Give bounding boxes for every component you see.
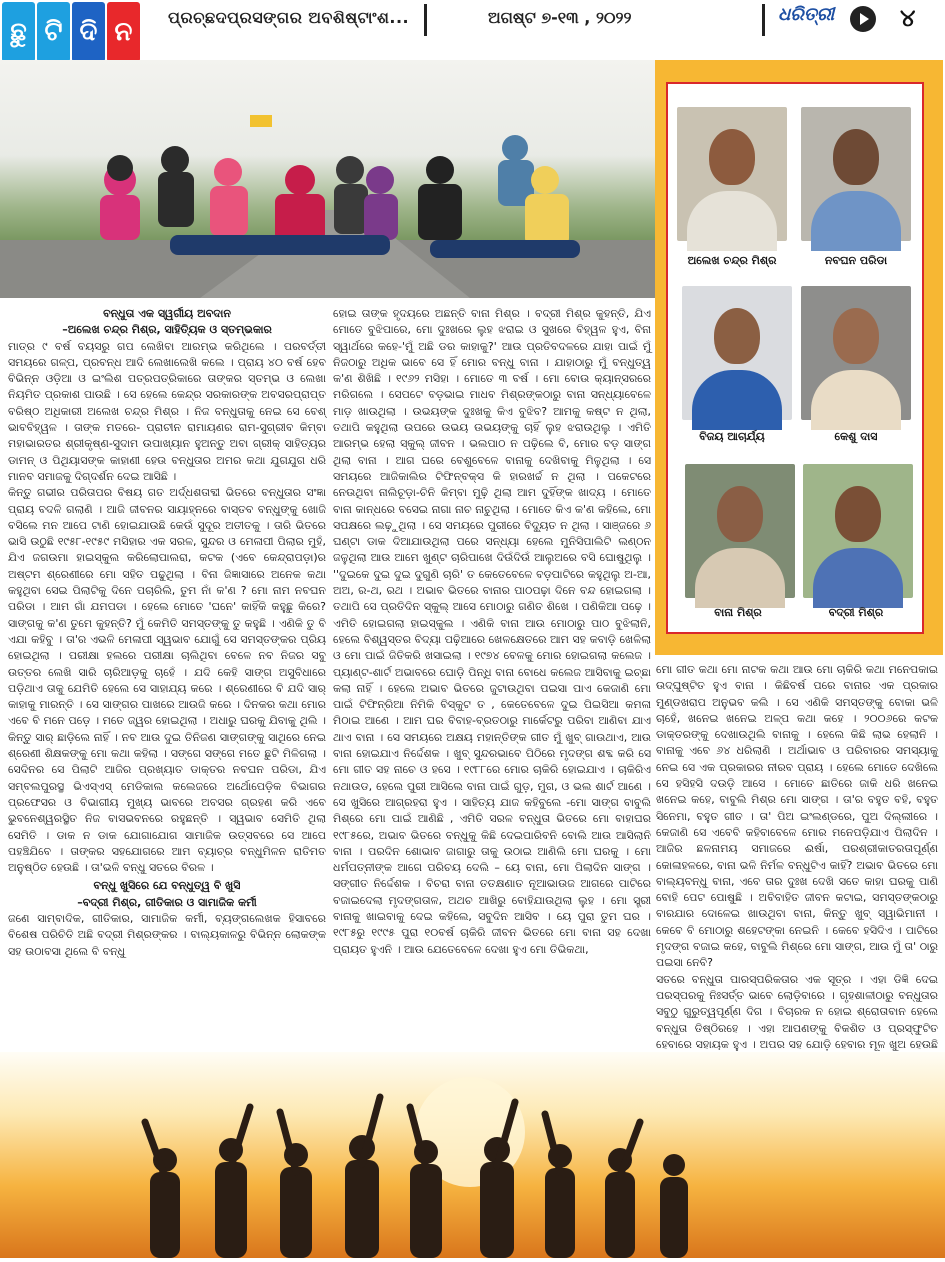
- portrait-caption: ବାନା ମିଶ୍ର: [714, 606, 762, 619]
- article-body: ହୋଇ ତାଙ୍କ ହୃଦୟରେ ଅଛନ୍ତି ବାନା ମିଶ୍ର । ବଦ୍ରୀ ମିଶ୍ର କୁହନ୍ତି, ଯିଏ ମୋତେ ବୁଝିପାରେ, ମୋ ଦୁଃଖରେ ଲୁହ ଝରାଇ ଓ ସୁଖରେ ବିହ୍ୱଳ ହୁଏ, ବିନା ସ୍ୱାର୍ଥରେ କହେ-'ମୁଁ ଅଛି ଡର କାହାକୁ?' ଆଉ ପ୍ରତିବଦଳରେ ଯାହା ପାଇଁ ମୁଁ ନିଜଠାରୁ ଅଧିକ ଭାବେ ସେ ହିଁ ମୋର ବନ୍ଧୁ ବାନା । ଯାହାଠାରୁ ମୁଁ ବନ୍ଧୁତ୍ୱ କ'ଣ ଶିଖିଛି । ୧୯୬୨ ମସିହା । ମୋତେ ୩ ବର୍ଷ । ମୋ ବୋଉ କ୍ୟାନ୍ସରରେ ମରିଗଲେ । ସେପଟେ ବଡ଼ଭାଇ ମାଧବ ମିଶ୍ରଙ୍କଠାରୁ ବାନା ସନ୍ଧ୍ୟାବେଳେ ମାଡ଼ ଖାଉଥିଲା । ଉଭୟଙ୍କ ଦୁଃଖକୁ କିଏ ବୁଝିବ? ଆମକୁ କଷ୍ଟ ନ ଥିଲା, ତଥାପି କହୁଥିଲା ଉପରେ ଉଭୟ ଉଭୟଙ୍କୁ ଚାହିଁ ଲୁହ ଝରାଉଥିଲୁ । ଏମିତି ଆରମ୍ଭ ହେଲା ସ୍କୁଲ୍ ଜୀବନ । ଭଲପାଠ ନ ପଢ଼ିଲେ ବି, ମୋର ବଡ଼ ସାଙ୍ଗ ଥିଲା ବାନା । ଆଗ ଘରେ ବେଶୁବେଳେ ବାନାକୁ ଦେଖିବାକୁ ମିଳୁଥିଲା । ସେ ସମୟରେ ଆଜିକାଲିର ଟିଫିନ୍‌ବକ୍ସ କି ହାରଖର୍ଚ୍ଚ ନ ଥିଲା । ପକେଟରେ ନେଉଥିବା ନାଲିଚୂଡ଼ା-ଚିନି କିମ୍ବା ମୁଢ଼ି ଥିଲା ଆମ ଦୁହିଁଙ୍କ ଖାଦ୍ୟ । ମୋତେ ବାନା କାନ୍ଧରେ ବସେଇ ନାଗା ନାଚ ନାଚୁଥିଲା । ମୋତେ କିଏ କ'ଣ କହିଲେ, ମୋ ସପକ୍ଷରେ ଲଢ଼ୁଥିଲା । ସେ ସମୟରେ ପୁରୀରେ ବିଦ୍ୟୁତ ନ ଥିଲା । ସାଞ୍ଜରେ ୬ ଘଣ୍ଟା ଡାକ ଦିଆଯାଉଥିଲା ପରେ ସନ୍ଧ୍ୟା ହେଲେ ମୁନିସିପାଲିଟି ଲଣ୍ଠନ ଜଳୁଥିଲା ଆଉ ଆମେ ଖୁଣ୍ଟ ଚାରିପାଖେ ଦିଉଁଦିଉଁ ଆଲୁଅରେ ବସି ଘୋଷୁଥିଲୁ । ''ଦୁଇକେ ଦୁଇ ଦୁଇ ଦୁଗୁଣି ଚାରି' ତ କେତେବେଳେ ବଡ଼ପାଟିରେ କହୁଥିଲୁ ଅ-ଆ, ଅଅ, ର-ଥ, ରଥ । ଅଭାବ ଭିତରେ ବାନାର ପାଠପଢ଼ା ଦିନେ ବନ୍ଦ ହୋଇଗଲା । ତଥାପି ସେ ପ୍ରତିଦିନ ସ୍କୁଲ୍ ଆସେ ମୋଠାରୁ ଗଣିତ ଶିଖେ । ପଣିକିଆ ପଢ଼େ । ଏମିତି ହୋଇଗଲା ହାଇସ୍କୁଲ । ଏଣିକି ବାନା ଆଉ ମୋଠାରୁ ପାଠ ବୁଝିଲାନି, ହେଲେ ବିଶ୍ୱସ୍ତର ବିଦ୍ୟା ପଢ଼ିଆରେ ଖେଳକ୍ଷେତରେ ଆମ ସହ କବାଡ଼ି ଖେଳିଲା ଓ ମୋ ପାଇଁ ଜିତିକରି ଖସାଇଲା । ୧୯୭୪ ବେଳକୁ ମୋର ହୋଇଗଲା କଲେଜ । ପ୍ୟାଣ୍ଟ-ଶାର୍ଟ ଅଭାବରେ ଘୋଡ଼ି ପିନ୍ଧି ବାନା ବୋଧେ କଲେଜ ଆସିବାକୁ ଇଚ୍ଛା କଲା ନାହିଁ । ହେଲେ ଅଭାବ ଭିତରେ ଜୁଟାଉଥିବା ପଇସା ପାଏ କେଜାଣି ମୋ ପାଇଁ ଟିଫିନ୍‌ରିଆ ନିମିକି ବିସ୍କୁଟ ତ , କେତେବେଳେ ଦୁଇ ପିଇସିଆ କମଳା ମିଠାଇ ଆଣେ । ଆମ ଘର ବିବାହ-ବ୍ରତଠାରୁ ମାର୍କେଟରୁ ପରିବା ଆଣିବା ଯାଏ ଥାଏ ବାନା । ସେ ସମୟରେ ଅକ୍ଷୟ ମହାନ୍ତିଙ୍କ ଗୀତ ମୁଁ ଖୁବ୍ ଗାଉଥାଏ, ଆଉ ବାନା ହୋଇଯାଏ ନିର୍ଦ୍ଦେଶକ । ଖୁବ୍ ସୁନ୍ଦରଭାବେ ପିଠିରେ ମୃଦଙ୍ଗ ଶବ୍ଦ କରି ସେ ମୋ ଗୀତ ସହ ନାଚେ ଓ ହସେ । ୧୯୮୮ରେ ମୋର ଚାକିରି ହୋଇଯାଏ । ଚାକିରିଏ ନଥାଉଡ, ହେଲେ ପୁରୀ ଆସିଲେ ବାନା ପାଇଁ ଗୁଡ଼, ମୁଗ, ଓ ଭଲ ଶାର୍ଟ ଆଣେ । ସେ ଖୁସିରେ ଆଗ୍ରହରା ହୁଏ । ସାହିତ୍ୟ ଯାଜ କହିବୁଲେ -ମୋ ସାଙ୍ଗ ବାବୁଲି ମିଶ୍ରେ ମୋ ପାଇଁ ଆଣିଛି , ଏମିତି ସରଳ ବନ୍ଧୁତା ଭିତରେ ମୋ ବାହାଘର ୧୯୮୫ରେ, ଅଭାବ ଭିତରେ ବନ୍ଧୁକୁ କିଛି ଦେଇପାରିବନି ବୋଲି ଆଉ ଆସିଲାନି ବାନା । ପରଦିନ ଶୋଭାବ ଜାଗାରୁ ତାକୁ ଉଠାଇ ଆଣିଲି ମୋ ଘରକୁ । ମୋ ଧର୍ମପତ୍ନୀଙ୍କ ଆଗେ ପରିଚୟ ଦେଲି – ୟେ ବାନା, ମୋ ପିଲାଦିନ ସାଙ୍ଗ । ସଙ୍ଗୀତ ନିର୍ଦ୍ଦେଶକ । ବିଚରା ବାନା ତତକ୍ଷଣାତ ନୂଆଭାଉଜ ଆଗରେ ପାଟିରେ ବଜାଇଦେଲା ମୃଦଙ୍ଗତାଳ, ଅଥଚ ଆଖିରୁ ବୋହିଯାଉଥିଲା ଲୁହ । ମୋ ସ୍ତ୍ରୀ ବାନାକୁ ଖାଇବାକୁ ଦେଇ କହିଲେ, ସବୁଦିନ ଆସିବ । ୟେ ପୁରା ତୁମ ଘର । ୧୯୮୫ରୁ ୧୯୯୫ ପୁରା ୧୦ବର୍ଷ ଚାକିରି ଜୀବନ ଭିତରେ ମୋ ବାନା ସହ ଦେଖା ପ୍ରାୟତ ହୁଏନି । ଆଉ ଯେତେବେଳେ ଦେଖା ହୁଏ ମୋ ତିଭିକଥା,: [333, 307, 651, 956]
- portrait-caption: ନବଘନ ପରିଡା: [824, 254, 888, 267]
- portrait-photo: [801, 107, 911, 241]
- play-icon: [850, 6, 876, 32]
- sunset-silhouette-photo: [0, 1052, 945, 1258]
- article-heading: ବନ୍ଧୁ ଖୁସିରେ ଯେ ବନ୍ଧୁତ୍ୱ ବି ଖୁସି: [93, 879, 241, 893]
- article-body: ମାତ୍ର ୯ ବର୍ଷ ବୟସରୁ ଗପ ଲେଖିବା ଆରମ୍ଭ କରିଥିଲେ । ପରବର୍ତ୍ତୀ ସମୟରେ ଗଳ୍ପ, ପ୍ରବନ୍ଧ ଆଦି ଲେଖାଲେଖି କଲେ । ପ୍ରାୟ ୪୦ ବର୍ଷ ହେବ ବିଭିନ୍ନ ଓଡ଼ିଆ ଓ ଇଂଲିଶ ପତ୍ରପତ୍ରିକାରେ ତାଙ୍କର ସ୍ତମ୍ଭ ଓ ଲେଖା ନିୟମିତ ପ୍ରକାଶ ପାଉଛି । ସେ ହେଲେ କେନ୍ଦ୍ର ସରକାରଙ୍କ ଅବସରପ୍ରାପ୍ତ ବରିଷ୍ଠ ଅଧିକାରୀ ଅଲେଖ ଚନ୍ଦ୍ର ମିଶ୍ର । ନିଜ ବନ୍ଧୁତାକୁ ନେଇ ସେ ବେଶ୍ ଭାବବିହ୍ୱଳ । ତାଙ୍କ ମତରେ- ପ୍ରାଚୀନ ରାମାୟଣର ରାମ-ସୁଗ୍ରୀବ କିମ୍ବା ମହାଭାରତର ଶ୍ରୀକୃଷ୍ଣ-ସୁଦାମ ଉପାଖ୍ୟାନ ହୁଅନ୍ତୁ ଅବା ଗ୍ରୀକ୍ ସାହିତ୍ୟର ଡାମନ୍ ଓ ପିଥିୟାସଙ୍କ କାହାଣୀ ହେଉ ବନ୍ଧୁତାର ଅମର କଥା ଯୁଗଯୁଗ ଧରି ମାନବ ସମାଜକୁ ଦିଗ୍‌ଦର୍ଶନ ଦେଇ ଆସିଛି । କିନ୍ତୁ ଗଭୀର ପରିତାପର ବିଷୟ ଗତ ଅର୍ଦ୍ଧଶତାବ୍ଦୀ ଭିତରେ ବନ୍ଧୁତାର ସଂଜ୍ଞା ପ୍ରାୟ ବଦଳି ଗଲାଣି । ଆଜି ଜୀବନର ସାୟାହ୍ନରେ ବାସ୍ତବ ବନ୍ଧୁଙ୍କୁ ଖୋଜି ବସିଲେ ମନ ଆପେ ଟାଣି ହୋଇଯାଉଛି କେଉଁ ସୁଦୂର ଅତୀତକୁ । ତାରି ଭିତରେ ଭାସି ଉଠୁଛି ୧୯୫୮-୧୯୫୯ ମସିହାର ଏକ ସରଳ, ସୁନ୍ଦର ଓ ମେଳାପୀ ପିଲାର ମୁହଁ, ଯିଏ ଜଗଉମା ହାଇସ୍କୁଲ କରିଲୋପାଲରା, କଟକ (ଏବେ କେନ୍ଦ୍ରାପଡ଼ା)ର ଅଷ୍ଟମ ଶ୍ରେଣୀରେ ମୋ ସହିତ ପଢୁଥିଲା । ବିନା ଜିଜ୍ଞାସାରେ ଅନେକ କଥା କହୁଥିବା ସେଇ ପିଲାଟିକୁ ଦିନେ ପଚାରିଲି, ତୁମ ନାଁ କ'ଣ ? ମୋ ନାମ ନବଘନ ପରିଡା । ଆମ ଗାଁ ଯମପଡା । ହେଲେ ମୋତେ 'ଘନେ' କାହିଁକି କହୁଛୁ କିରେ? ସାଙ୍ଗକୁ କ'ଣ ତୁମେ କୁହନ୍ତି? ମୁଁ କେମିତି ସମସ୍ତଙ୍କୁ ତୁ କହୁଛି । ଏଣିକି ତୁ ବି ଏଯା କହିବୁ । ତା'ର ଏଭଳି ମେଳାପୀ ସ୍ୱଭାବ ଯୋଗୁଁ ସେ ସମସ୍ତଙ୍କର ପ୍ରିୟ ହୋଇଥିଲା । ପରୀକ୍ଷା ହଲରେ ପରୀକ୍ଷା ଚାଲିଥିବା ବେଳେ ନବ ନିଜର ସବୁ ଉତ୍ତର ଲେଖି ସାରି ଚାରିଆଡ଼କୁ ଚାହେଁ । ଯଦି କେହି ସାଙ୍ଗ ଅସୁବିଧାରେ ପଡ଼ିଥାଏ ତାକୁ ଯେମିତି ହେଲେ ସେ ସାହାଯ୍ୟ କରେ । ଶ୍ରେଣୀରେ ବି ଯଦି ସାର୍ କାହାକୁ ମାରନ୍ତି । ସେ ସାଙ୍ଗର ପାଖରେ ଆଉଜି କରେ । ଦିନକର କଥା ମୋର ଏବେ ବି ମନେ ପଡ଼େ । ମତେ ଜ୍ୱର ହୋଇଥିଲା । ଅଧାରୁ ଘରକୁ ଯିବାକୁ ଥିଲି । କିନ୍ତୁ ସାର୍ ଛାଡ଼ିଲେ ନାହିଁ । ନବ ଆଉ ଦୁଇ ତିନିଜଣ ସାଙ୍ଗଙ୍କୁ ସାଥିରେ ନେଇ ଶ୍ରେଣୀ ଶିକ୍ଷକଙ୍କୁ ମୋ କଥା କହିଲା । ସଙ୍ଗେ ସଙ୍ଗେ ମତେ ଛୁଟି ମିଳିଗଲା । ସେଦିନର ସେ ପିଲାଟି ଆଜିର ପ୍ରଖ୍ୟାତ ଡାକ୍ତର ନବଘନ ପରିଡା, ଯିଏ ସମ୍ବଲପୁରସ୍ଥ ଭିଏସ୍‌ଏସ୍ ମେଡିକାଲ କଲେଜରେ ଅର୍ଥୋପେଡ଼ିକ ବିଭାଗର ପ୍ରଫେସର ଓ ବିଭାଗୀୟ ମୁଖ୍ୟ ଭାବରେ ଅବସର ଗ୍ରହଣ କରି ଏବେ ଭୁବନେଶ୍ୱରସ୍ଥିତ ନିଜ ବାସଭବନରେ ରହୁଛନ୍ତି । ସ୍ୱଭାବ ସେମିତି ଥିଲା ସେମିତି । ଡାକ ନ ଡାକ ଯୋଗାଯୋଗ ସାମାଜିକ ଉତ୍ସବରେ ସେ ଆପେ ପହଞ୍ଚିଯିବେ । ତାଙ୍କର ସହଯୋଗରେ ଆମ ବ୍ୟାଚ୍‌ର ବନ୍ଧୁମିଳନ ରାତିମତ ଅନୁଷ୍ଠିତ ହେଉଛି । ତା'ଭଳି ବନ୍ଧୁ ସତରେ ବିରଳ ।: [8, 339, 326, 875]
- article-column-3: [656, 662, 938, 1052]
- newspaper-logo: ଧରିତ୍ରୀ: [778, 4, 835, 25]
- portrait-photo: [677, 107, 787, 241]
- portrait-caption: କେଶୁ ଦାସ: [834, 430, 878, 443]
- portrait-photo: [801, 286, 911, 420]
- portraits-panel: [655, 60, 943, 655]
- header-date: ଅଗଷ୍ଟ ୭-୧୩ , ୨୦୨୨: [488, 8, 632, 27]
- article-heading: ବନ୍ଧୁତା ଏକ ସ୍ୱର୍ଗୀୟ ଅବଦାନ: [103, 307, 231, 320]
- brand-letter: ଦି: [72, 2, 105, 62]
- portrait-caption: ବିଜୟ ଆଚାର୍ଯ୍ୟ: [699, 430, 765, 443]
- portrait-photo: [682, 286, 792, 420]
- section-brand: [2, 2, 140, 62]
- group-photo-illustration: [0, 60, 655, 298]
- article-body: ଜଣେ ସାମ୍ବାଦିକ, ଗୀତିକାର, ସାମାଜିକ କର୍ମୀ, ବ୍ୟଙ୍ଗଲେଖକ ହିସାବରେ ବିଶେଷ ପରିଚିତି ଅଛି ବଦ୍ରୀ ମିଶ୍ରଙ୍କର । ବାଲ୍ୟକାଳରୁ ବିଭିନ୍ନ ଲୋକଙ୍କ ସହ ଉଠାବସା ଥିଲେ ବି ବନ୍ଧୁ: [8, 911, 326, 958]
- portrait-caption: ବଦ୍ରୀ ମିଶ୍ର: [828, 606, 884, 619]
- brand-letter: ଛୁ: [2, 2, 35, 62]
- portraits-frame: [666, 82, 924, 634]
- brand-letter: ନ: [107, 2, 140, 62]
- brand-letter: ଟି: [37, 2, 70, 62]
- friends-silhouette-illustration: [0, 1052, 945, 1258]
- page-number: ୪: [900, 4, 916, 32]
- article-body: ସତରେ ବନ୍ଧୁତା ପାରସ୍ପରିକତାର ଏକ ସୂତ୍ର । ଏହା ଡିଜ୍ଞି ଦେଇ ପରସ୍ପରକୁ ନିଃସର୍ତ୍ତ ଭାବେ ଲୋଡ଼ିବାରେ । ଗୃହଶାଳୀଠାରୁ ବନ୍ଧୁତାର ସବୁଠୁ ଗୁରୁତ୍ୱପୂର୍ଣ୍ଣ ଦିଗ । ବିଚାରକ ନ ହୋଇ ଶ୍ରୋତାବାନ ହେଲେ ବନ୍ଧୁତା ତିଷ୍ଠିରହେ । ଏହା ଆପଣଙ୍କୁ ବିକଶିତ ଓ ପ୍ରସ୍ଫୁଟିତ ହେବାରେ ସହାୟକ ହୁଏ । ଅପର ସହ ଯୋଡ଼ି ହେବାର ମୂଳ ଖୁଅ ହେଉଛି: [656, 972, 938, 1051]
- portrait-photo: [803, 464, 913, 598]
- article-column-1: [8, 306, 326, 1044]
- header-divider: [424, 4, 427, 36]
- portrait-photo: [685, 464, 795, 598]
- header-kicker: ପ୍ରଚ୍ଛଦପ୍ରସଙ୍ଗର ଅବଶିଷ୍ଟାଂଶ...: [168, 8, 410, 27]
- page-header: [0, 0, 945, 47]
- article-column-2: [333, 306, 651, 1044]
- article-byline: –ବଦ୍ରୀ ମିଶ୍ର, ଗୀତିକାର ଓ ସାମାଜିକ କର୍ମୀ: [77, 895, 257, 909]
- portrait-caption: ଅଲେଖ ଚନ୍ଦ୍ର ମିଶ୍ର: [687, 254, 777, 267]
- header-divider: [762, 4, 765, 36]
- article-byline: –ଅଲେଖ ଚନ୍ଦ୍ର ମିଶ୍ର, ସାହିତ୍ୟିକ ଓ ସ୍ତମ୍ଭକାର: [62, 323, 272, 337]
- friends-group-photo: [0, 60, 655, 298]
- article-body: ମୋ ଗୀତ କଥା ମୋ ନାଟକ କଥା ଆଉ ମୋ ଚାକିରି କଥା ମନେପକାଇ ଉଦ୍‌ଘୁଷ୍ଟିତ ହୁଏ ବାନା । କିଛିବର୍ଷ ପରେ ବାନାର ଏକ ପ୍ରକାର ମୁଣ୍ଡଖରାପ ଅନୁଭବ କଲି । ସେ ଏଣିକି ସମସ୍ତଙ୍କୁ ବୋକା ଭଳି ଚାହେଁ, ଖନେଇ ଖନେଇ ଅଳ୍ପ କଥା କହେ । ୨୦୦୬ରେ କଟକ ଡାକ୍ତରଙ୍କୁ ଦେଖାଉଥିଲି ବାନାକୁ । ହେଲେ କିଛି ଲାଭ ହେଲାନି । ବାନାକୁ ଏବେ ୬୪ ଧରିଲାଣି । ଅର୍ଥାଭାବ ଓ ପରିବାରର ସମସ୍ୟାକୁ ନେଇ ସେ ଏକ ପ୍ରକାରର ନୀରବ ପ୍ରାୟ । ହେଲେ ମୋତେ ଦେଖିଲେ ସେ ହସିହସି ଦଉଡ଼ି ଆସେ । ମୋତେ ଛାତିରେ ଜାକି ଧରି ଖନେଇ ଖନେଇ କହେ, ବାବୁଲି ମିଶ୍ର ମୋ ସାଙ୍ଗ । ତା'ର ବହୁତ ବହି, ବହୁତ ସିନେମା, ବହୁତ ଗୀତ । ତା' ପିଅ ଇଂଲଣ୍ଡରେ, ପୁଅ ଦିଲ୍ଲୀରେ । କେଜାଣି ସେ ଏବେବି କହିବାବେଳେ ମୋର ମନେପଡ଼ିଯାଏ ପିଲାଦିନ । ଆଜିର ଛଳନାମୟ ସମାଜରେ ଈର୍ଷା, ପରଶ୍ରୀକାତରତାପୂର୍ଣ୍ଣ କୋଳାହଳରେ, ବାନା ଭଳି ନିର୍ମଳ ବନ୍ଧୁଟିଏ କାହିଁ? ଅଭାବ ଭିତରେ ମୋ ବାଲ୍ୟବନ୍ଧୁ ବାନା, ଏବେ ତାର ଦୁଃଖ ଦେଖି ସତେ କାହା ଘରକୁ ପାଣି ବୋହି ପେଟ ପୋଷୁଛି । ଅବିବାହିତ ଜୀବନ କଟାଇ, ସମସ୍ତଙ୍କଠାରୁ ବାରଯାର ଦୋଳେଇ ଖାଉଥିବା ବାନା, କିନ୍ତୁ ଖୁବ୍ ସ୍ୱାଭିମାନୀ । କେବେ ବି ମୋଠାରୁ ଶହେଟଙ୍କା ନେଇନି । କେବେ ହସିଦିଏ । ପାଟିରେ ମୃଦଙ୍ଗ ବଜାଇ କହେ, ବାବୁଲି ମିଶ୍ରେ ମୋ ସାଙ୍ଗ, ଆଉ ମୁଁ ତା' ଠାରୁ ପଇସା ନେବି?: [656, 663, 938, 970]
